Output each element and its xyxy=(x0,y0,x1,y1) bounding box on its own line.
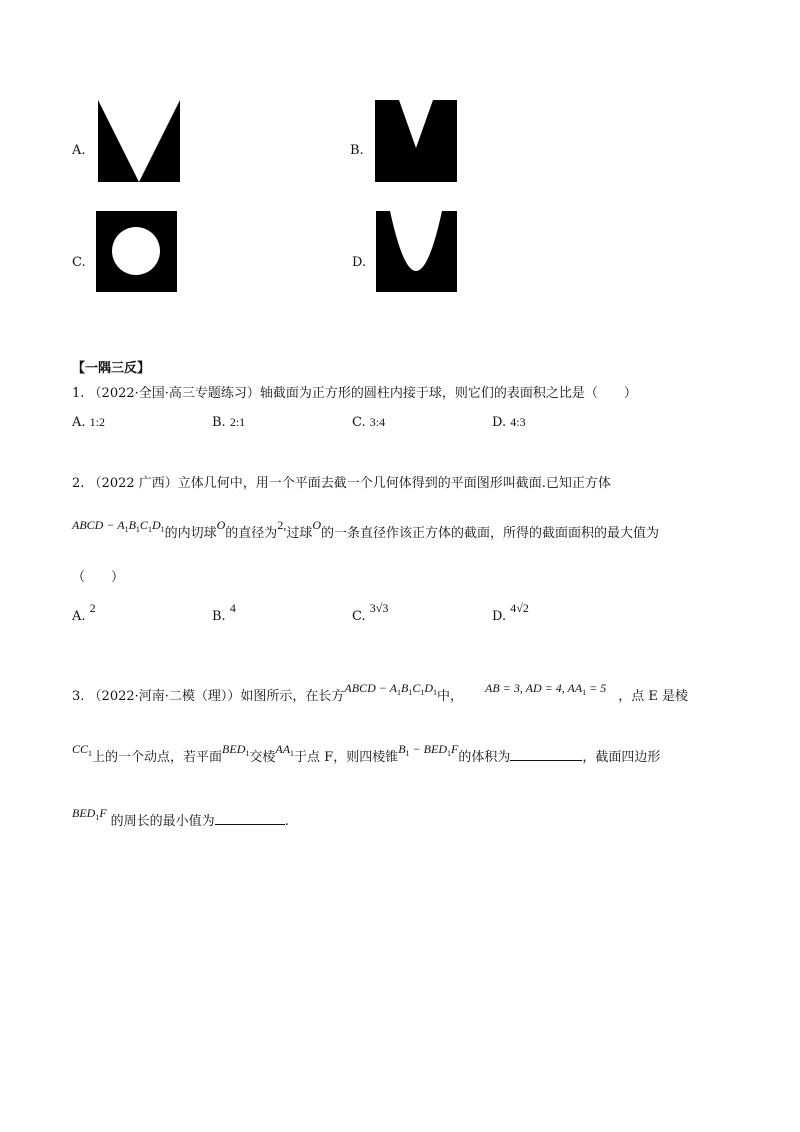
plane-bed1: $BED_1$ xyxy=(222,742,250,758)
question-source: （2022·全国·高三专题练习） xyxy=(88,386,260,401)
q1-option-b: B. 2:1 xyxy=(212,415,246,430)
box-formula: ABCD − $A_1B_1C_1D_1$ xyxy=(344,681,438,697)
question-number: 2. xyxy=(72,476,85,491)
quad-bed1f: $BED_1F$ xyxy=(72,806,107,822)
black-square-with-v-notch-tab-icon xyxy=(375,100,457,182)
question-3-line-2: $CC_1$上的一个动点，若平面$BED_1$交棱$AA_1$于点 F，则四棱锥$B_1 - BED_1F$的体积为 ，截面四边形 xyxy=(72,742,661,765)
figure-option-c-label: C. xyxy=(72,255,86,270)
sphere-symbol: O xyxy=(216,518,226,532)
question-3-line-3: $BED_1F$的周长的最小值为 . xyxy=(72,806,289,829)
question-source: （2022 广西） xyxy=(88,476,178,491)
edge-aa1: $AA_1$ xyxy=(275,742,295,758)
question-3-line-1: 3. （2022·河南·二模（理））如图所示，在长方ABCD − $A_1B_1C_1D_1$中，AB = 3, AD = 4, $AA_1 = 5$，点 E 是棱 xyxy=(72,681,689,704)
figure-option-a-label: A. xyxy=(72,143,86,158)
pyramid-formula: $B_1 - BED_1F$ xyxy=(398,742,459,758)
answer-blank-volume[interactable] xyxy=(510,760,582,761)
sphere-symbol: O xyxy=(312,518,321,532)
diameter-value: 2, xyxy=(277,518,287,532)
figure-option-b-label: B. xyxy=(350,143,364,158)
answer-blank-perimeter[interactable] xyxy=(215,824,285,825)
black-square-with-parabola-notch-icon xyxy=(376,211,457,292)
question-2-line-2: ABCD − $A_1B_1C_1D_1$的内切球O的直径为2,过球O的一条直径作该正方体的截面，所得的截面面积的最大值为 xyxy=(72,518,660,541)
question-2-paren: （ ） xyxy=(72,570,125,585)
q2-option-d: D. 4√2 xyxy=(492,601,529,624)
section-heading: 【一隅三反】 xyxy=(72,361,151,376)
question-number: 3. xyxy=(72,689,85,704)
edge-cc1: $CC_1$ xyxy=(72,742,93,758)
q1-option-a: A. 1:2 xyxy=(72,415,106,430)
cube-formula: ABCD − $A_1B_1C_1D_1$ xyxy=(72,518,165,534)
figure-option-d-label: D. xyxy=(352,255,367,270)
question-1-line xyxy=(72,387,637,400)
black-square-with-white-circle-icon xyxy=(96,211,177,292)
q2-option-a: A. 2 xyxy=(72,601,96,624)
q2-option-c: C. 3√3 xyxy=(352,601,389,624)
question-text: 立体几何中，用一个平面去截一个几何体得到的平面图形叫截面.已知正方体 xyxy=(177,476,611,491)
question-source: （2022·河南·二模（理）） xyxy=(88,689,241,704)
q2-option-b: B. 4 xyxy=(212,601,236,624)
q1-option-c: C. 3:4 xyxy=(352,415,386,430)
condition-formula: AB = 3, AD = 4, $AA_1 = 5$ xyxy=(485,681,607,697)
question-2-line-1 xyxy=(72,477,611,490)
question-number: 1. xyxy=(72,386,85,401)
q1-option-d: D. 4:3 xyxy=(492,415,526,430)
question-text: 轴截面为正方形的圆柱内接于球，则它们的表面积之比是（ ） xyxy=(259,386,637,401)
black-square-with-v-notch-icon xyxy=(98,100,180,182)
